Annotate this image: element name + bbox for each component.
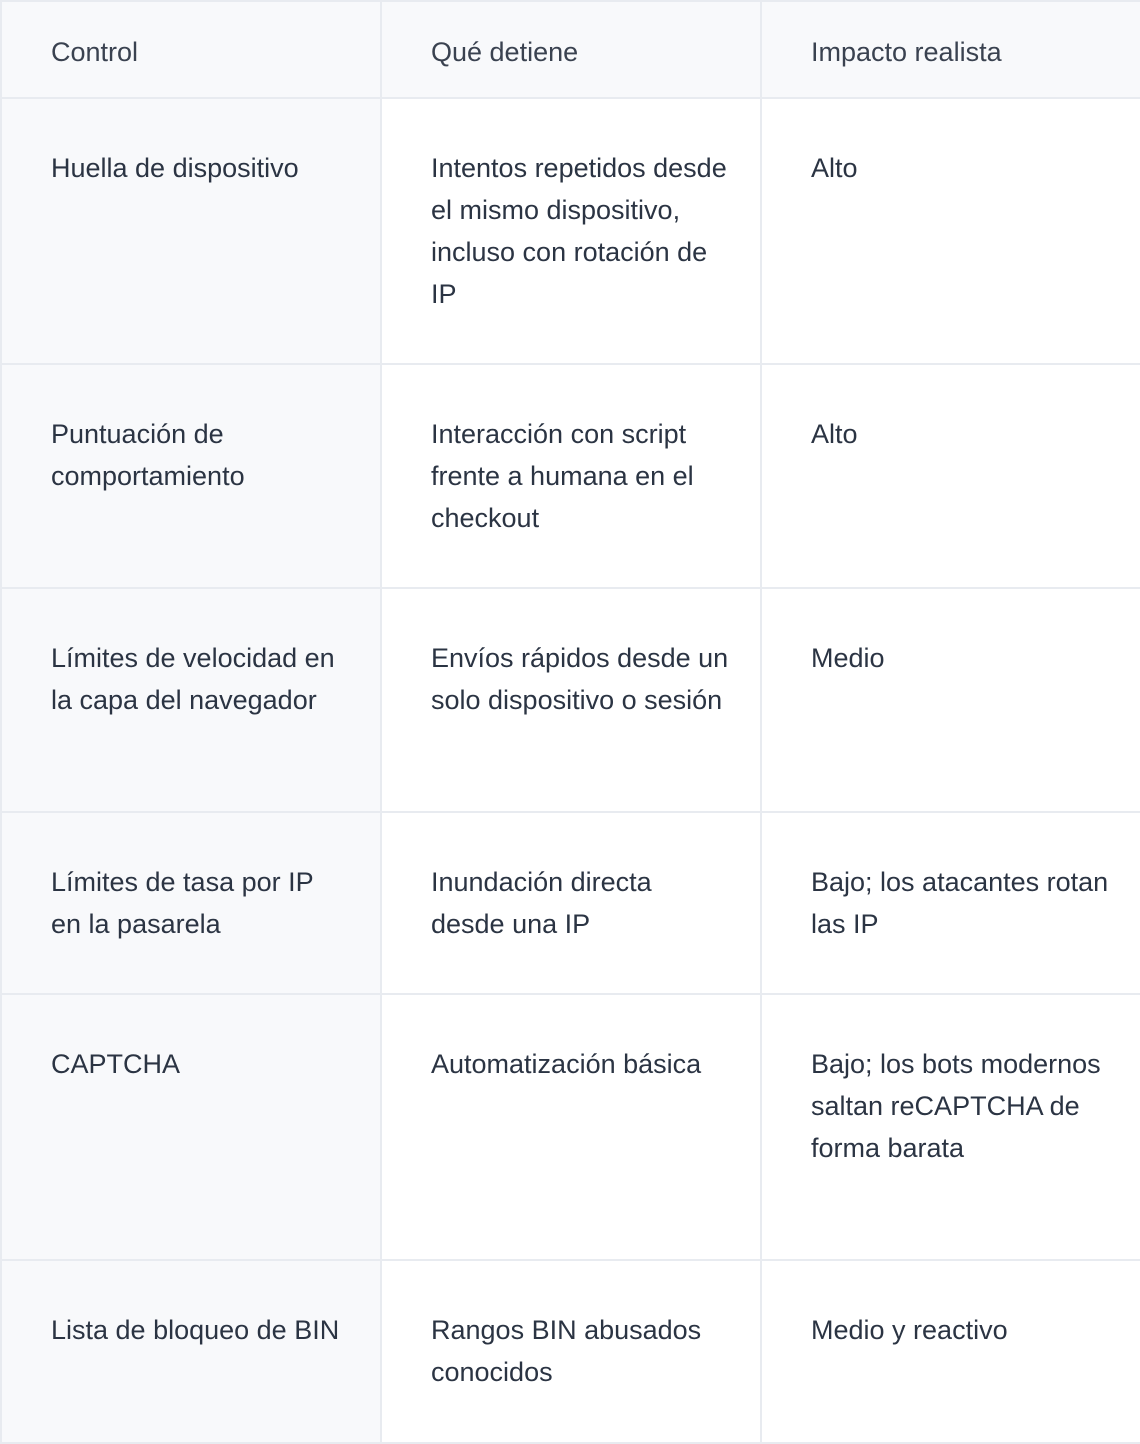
cell-control: Lista de bloqueo de BIN (1, 1260, 381, 1443)
column-header-stops: Qué detiene (381, 1, 761, 98)
cell-impact: Alto (761, 364, 1140, 588)
cell-control: Puntuación de comportamiento (1, 364, 381, 588)
cell-impact: Alto (761, 98, 1140, 364)
table-row (1, 364, 1140, 588)
cell-impact: Medio y reactivo (761, 1260, 1140, 1443)
cell-impact: Bajo; los atacantes rotan las IP (761, 812, 1140, 994)
table-row (1, 98, 1140, 364)
cell-impact: Medio (761, 588, 1140, 812)
cell-stops: Envíos rápidos desde un solo dispositivo o sesión (381, 588, 761, 812)
cell-control: Huella de dispositivo (1, 98, 381, 364)
table-header-row (1, 1, 1140, 98)
column-header-impact: Impacto realista (761, 1, 1140, 98)
cell-stops: Automatización básica (381, 994, 761, 1260)
cell-impact: Bajo; los bots modernos saltan reCAPTCHA de forma barata (761, 994, 1140, 1260)
table-row (1, 1260, 1140, 1443)
cell-control: Límites de tasa por IP en la pasarela (1, 812, 381, 994)
cell-control: Límites de velocidad en la capa del navegador (1, 588, 381, 812)
cell-stops: Rangos BIN abusados conocidos (381, 1260, 761, 1443)
table-row (1, 812, 1140, 994)
table-row (1, 588, 1140, 812)
column-header-control: Control (1, 1, 381, 98)
cell-stops: Intentos repetidos desde el mismo dispositivo, incluso con rotación de IP (381, 98, 761, 364)
cell-control: CAPTCHA (1, 994, 381, 1260)
cell-stops: Interacción con script frente a humana en el checkout (381, 364, 761, 588)
table-row (1, 994, 1140, 1260)
cell-stops: Inundación directa desde una IP (381, 812, 761, 994)
